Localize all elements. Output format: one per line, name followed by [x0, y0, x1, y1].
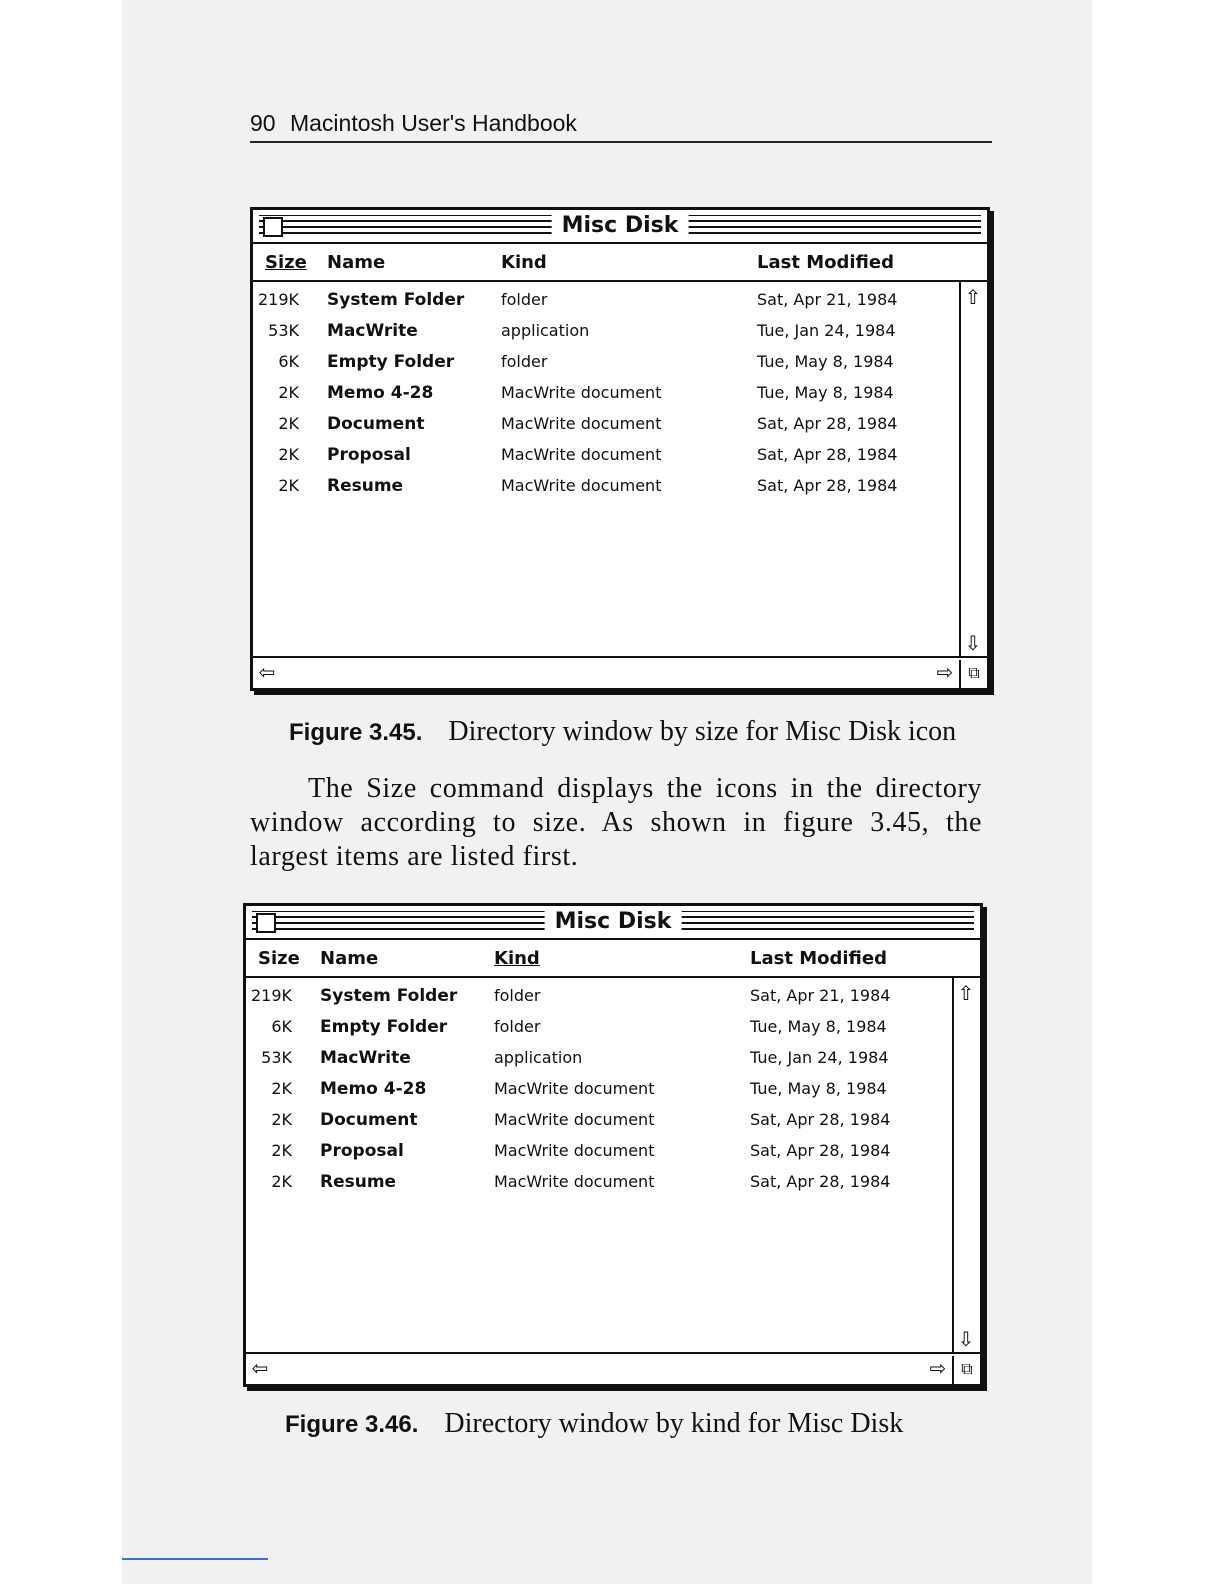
- body-paragraph: The Size command displays the icons in the directory window according to size. As shown in figure 3.45, the largest items are listed first.: [250, 773, 982, 872]
- cell-name: Proposal: [320, 1141, 404, 1161]
- cell-name: Memo 4-28: [320, 1079, 427, 1099]
- header-size[interactable]: Size: [258, 948, 300, 969]
- cell-name: Memo 4-28: [327, 383, 434, 403]
- directory-window-by-kind[interactable]: [243, 903, 983, 1387]
- scroll-up-arrow-icon[interactable]: ⇧: [964, 285, 982, 309]
- header-size[interactable]: Size: [265, 252, 307, 273]
- grow-box-icon[interactable]: ⧉: [959, 660, 987, 688]
- book-title: Macintosh User's Handbook: [289, 110, 577, 136]
- cell-name: Resume: [327, 476, 404, 496]
- table-row[interactable]: [246, 1075, 980, 1106]
- cell-name: Document: [320, 1110, 418, 1130]
- cell-kind: MacWrite document: [494, 1079, 655, 1098]
- cell-size: 53K: [261, 1048, 292, 1067]
- cell-name: System Folder: [327, 290, 465, 310]
- table-row[interactable]: [246, 1013, 980, 1044]
- figure-caption: [285, 1408, 903, 1440]
- cell-size: 6K: [278, 352, 299, 371]
- header-kind[interactable]: Kind: [494, 948, 540, 969]
- horizontal-scrollbar[interactable]: [246, 1352, 980, 1384]
- column-headers: [246, 940, 980, 978]
- cell-modified: Sat, Apr 28, 1984: [750, 1172, 891, 1191]
- column-headers: [253, 244, 987, 282]
- cell-kind: MacWrite document: [494, 1141, 655, 1160]
- cell-kind: MacWrite document: [501, 383, 662, 402]
- directory-window-by-size[interactable]: [250, 207, 990, 691]
- cell-modified: Tue, May 8, 1984: [750, 1079, 887, 1098]
- table-row[interactable]: [253, 441, 987, 472]
- scroll-down-arrow-icon[interactable]: ⇩: [964, 631, 982, 655]
- vertical-scrollbar[interactable]: [959, 282, 987, 658]
- cell-kind: MacWrite document: [501, 476, 662, 495]
- table-row[interactable]: [253, 286, 987, 317]
- cell-modified: Sat, Apr 28, 1984: [757, 476, 898, 495]
- cell-kind: folder: [494, 986, 541, 1005]
- cell-kind: application: [501, 321, 590, 340]
- header-kind[interactable]: Kind: [501, 252, 547, 273]
- cell-kind: MacWrite document: [501, 414, 662, 433]
- header-last-modified[interactable]: Last Modified: [757, 252, 894, 273]
- table-row[interactable]: [253, 348, 987, 379]
- cell-modified: Sat, Apr 28, 1984: [750, 1110, 891, 1129]
- cell-modified: Tue, May 8, 1984: [750, 1017, 887, 1036]
- title-bar[interactable]: [253, 210, 987, 244]
- cell-name: Empty Folder: [320, 1017, 448, 1037]
- cell-size: 6K: [271, 1017, 292, 1036]
- scroll-left-arrow-icon[interactable]: ⇦: [258, 660, 276, 684]
- cell-size: 53K: [268, 321, 299, 340]
- grow-box-icon[interactable]: ⧉: [952, 1356, 980, 1384]
- figure-caption-text: Directory window by size for Misc Disk icon: [448, 716, 957, 747]
- page-number: 90: [250, 110, 276, 136]
- cell-kind: MacWrite document: [494, 1172, 655, 1191]
- cell-modified: Sat, Apr 28, 1984: [757, 414, 898, 433]
- table-row[interactable]: [246, 1106, 980, 1137]
- cell-size: 2K: [278, 383, 299, 402]
- header-name[interactable]: Name: [327, 252, 386, 273]
- table-row[interactable]: [253, 317, 987, 348]
- vertical-scrollbar[interactable]: [952, 978, 980, 1354]
- cell-modified: Tue, May 8, 1984: [757, 352, 894, 371]
- cell-kind: application: [494, 1048, 583, 1067]
- cell-size: 219K: [257, 290, 299, 309]
- cell-size: 219K: [250, 986, 292, 1005]
- horizontal-scrollbar[interactable]: [253, 656, 987, 688]
- header-last-modified[interactable]: Last Modified: [750, 948, 887, 969]
- scroll-right-arrow-icon[interactable]: ⇨: [936, 660, 954, 684]
- figure-caption: [289, 716, 956, 748]
- cell-size: 2K: [278, 445, 299, 464]
- scroll-left-arrow-icon[interactable]: ⇦: [251, 1356, 269, 1380]
- table-row[interactable]: [246, 1137, 980, 1168]
- cell-kind: folder: [501, 290, 548, 309]
- cell-name: Proposal: [327, 445, 411, 465]
- cell-size: 2K: [271, 1110, 292, 1129]
- figure-label: Figure 3.45.: [289, 719, 423, 746]
- cell-name: MacWrite: [327, 321, 418, 341]
- cell-modified: Tue, May 8, 1984: [757, 383, 894, 402]
- cell-size: 2K: [278, 476, 299, 495]
- scroll-right-arrow-icon[interactable]: ⇨: [929, 1356, 947, 1380]
- cell-size: 2K: [278, 414, 299, 433]
- cell-name: Resume: [320, 1172, 397, 1192]
- table-row[interactable]: [253, 410, 987, 441]
- cell-name: Document: [327, 414, 425, 434]
- close-box[interactable]: [256, 913, 276, 933]
- scroll-up-arrow-icon[interactable]: ⇧: [957, 981, 975, 1005]
- cell-name: System Folder: [320, 986, 458, 1006]
- figure-label: Figure 3.46.: [285, 1411, 419, 1438]
- cell-size: 2K: [271, 1141, 292, 1160]
- cell-modified: Sat, Apr 28, 1984: [750, 1141, 891, 1160]
- window-title: Misc Disk: [552, 212, 689, 240]
- table-row[interactable]: [246, 1168, 980, 1199]
- cell-name: Empty Folder: [327, 352, 455, 372]
- running-head: [250, 110, 992, 143]
- table-row[interactable]: [253, 472, 987, 503]
- scroll-down-arrow-icon[interactable]: ⇩: [957, 1327, 975, 1351]
- figure-caption-text: Directory window by kind for Misc Disk: [444, 1408, 904, 1439]
- cell-kind: folder: [501, 352, 548, 371]
- table-row[interactable]: [246, 982, 980, 1013]
- cell-kind: folder: [494, 1017, 541, 1036]
- cell-kind: MacWrite document: [501, 445, 662, 464]
- cell-modified: Sat, Apr 28, 1984: [757, 445, 898, 464]
- table-row[interactable]: [253, 379, 987, 410]
- cell-name: MacWrite: [320, 1048, 411, 1068]
- window-title: Misc Disk: [545, 908, 682, 936]
- cell-modified: Sat, Apr 21, 1984: [757, 290, 898, 309]
- table-row[interactable]: [246, 1044, 980, 1075]
- cell-size: 2K: [271, 1079, 292, 1098]
- cell-modified: Tue, Jan 24, 1984: [757, 321, 896, 340]
- cell-modified: Tue, Jan 24, 1984: [750, 1048, 889, 1067]
- header-name[interactable]: Name: [320, 948, 379, 969]
- title-bar[interactable]: [246, 906, 980, 940]
- cell-kind: MacWrite document: [494, 1110, 655, 1129]
- page-edge-line: [122, 1558, 268, 1560]
- close-box[interactable]: [263, 217, 283, 237]
- cell-modified: Sat, Apr 21, 1984: [750, 986, 891, 1005]
- cell-size: 2K: [271, 1172, 292, 1191]
